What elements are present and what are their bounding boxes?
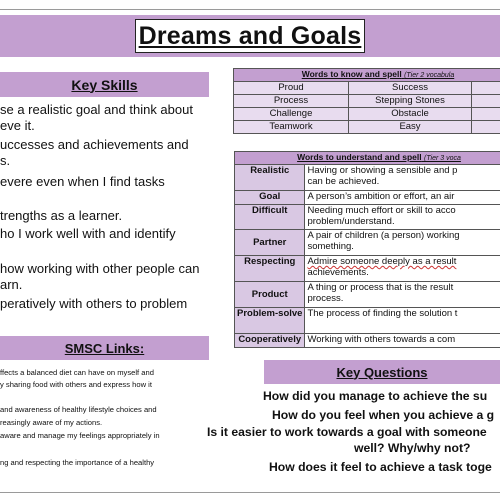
definition-text: process. — [307, 293, 344, 304]
word-cell: Proud — [234, 82, 349, 95]
words-to-understand-table — [234, 151, 500, 348]
key-skill-line: trengths as a learner. — [0, 208, 123, 223]
word-cell — [472, 108, 500, 121]
definition-cell — [305, 165, 500, 191]
key-skill-line: s. — [0, 153, 11, 168]
key-question: Is it easier to work towards a goal with someone — [207, 425, 487, 439]
definition-text: A thing or process that is the result — [307, 282, 454, 293]
definition-text: problem/understand. — [307, 216, 395, 227]
definition-text: Admire someone deeply as a result — [307, 256, 457, 267]
words-to-understand-heading — [235, 152, 500, 165]
word-cell — [472, 95, 500, 108]
definition-text: Having or showing a sensible and p — [307, 165, 458, 176]
smsc-line: y sharing food with others and express how it — [0, 380, 152, 389]
key-skill-line: eve it. — [0, 118, 35, 133]
key-question: How does it feel to achieve a task toge — [269, 460, 492, 474]
definition-cell — [305, 334, 500, 348]
page-title: Dreams and Goals — [138, 21, 362, 50]
smsc-line: ffects a balanced diet can have on myself and — [0, 368, 154, 377]
term-cell: Problem-solve — [235, 308, 305, 334]
smsc-line: and awareness of healthy lifestyle choices and — [0, 405, 157, 414]
key-skill-line: evere even when I find tasks — [0, 174, 165, 189]
key-questions-heading-text: Key Questions — [336, 364, 428, 380]
word-cell: Obstacle — [349, 108, 472, 121]
words-to-understand-tier: (Tier 3 voca — [424, 155, 461, 162]
word-cell: Easy — [349, 121, 472, 134]
word-cell: Teamwork — [234, 121, 349, 134]
definition-text: Working with others towards a com — [307, 334, 456, 345]
key-skill-line: peratively with others to problem — [0, 296, 188, 311]
term-cell: Product — [235, 282, 305, 308]
definition-cell — [305, 205, 500, 230]
top-rule — [0, 9, 500, 10]
words-to-know-heading — [234, 69, 500, 82]
definition-text: The process of finding the solution t — [307, 308, 458, 319]
definition-cell — [305, 308, 500, 334]
bottom-rule — [0, 492, 500, 493]
key-skill-line: arn. — [0, 277, 23, 292]
smsc-heading-text: SMSC Links: — [64, 340, 145, 356]
word-cell: Challenge — [234, 108, 349, 121]
definition-cell — [305, 256, 500, 282]
key-skills-heading-text: Key Skills — [71, 76, 138, 93]
key-question: How do you feel when you achieve a g — [272, 408, 495, 422]
definition-text: achievements. — [307, 267, 369, 278]
key-questions-heading — [264, 360, 500, 384]
word-cell: Process — [234, 95, 349, 108]
key-skill-line: se a realistic goal and think about — [0, 102, 193, 117]
term-cell: Difficult — [235, 205, 305, 230]
key-skill-line: ho I work well with and identify — [0, 226, 176, 241]
definition-cell — [305, 191, 500, 205]
definition-text: Needing much effort or skill to acco — [307, 205, 456, 216]
definition-text: something. — [307, 241, 354, 252]
word-cell: Stepping Stones — [349, 95, 472, 108]
definition-text: A pair of children (a person) working — [307, 230, 460, 241]
title-box — [135, 19, 365, 53]
words-to-know-table — [233, 68, 500, 134]
key-question: well? Why/why not? — [354, 441, 471, 455]
definition-text: A person’s ambition or effort, an air — [307, 191, 455, 202]
smsc-line: aware and manage my feelings appropriately in — [0, 431, 160, 440]
key-skills-heading — [0, 72, 209, 97]
definition-cell — [305, 282, 500, 308]
key-skill-line: uccesses and achievements and — [0, 137, 189, 152]
words-to-know-tier: (Tier 2 vocabula — [404, 72, 455, 79]
key-question: How did you manage to achieve the su — [263, 389, 488, 403]
smsc-line: reasingly aware of my actions. — [0, 418, 103, 427]
term-cell: Cooperatively — [235, 334, 305, 348]
definition-text: can be achieved. — [307, 176, 380, 187]
smsc-line: ng and respecting the importance of a healthy — [0, 458, 155, 467]
definition-cell — [305, 230, 500, 256]
term-cell: Goal — [235, 191, 305, 205]
words-to-know-heading-text: Words to know and spell — [301, 69, 402, 79]
term-cell: Partner — [235, 230, 305, 256]
word-cell: Success — [349, 82, 472, 95]
word-cell — [472, 82, 500, 95]
key-skill-line: how working with other people can — [0, 261, 200, 276]
term-cell: Realistic — [235, 165, 305, 191]
smsc-heading — [0, 336, 209, 360]
term-cell: Respecting — [235, 256, 305, 282]
words-to-understand-heading-text: Words to understand and spell — [297, 152, 422, 162]
word-cell — [472, 121, 500, 134]
